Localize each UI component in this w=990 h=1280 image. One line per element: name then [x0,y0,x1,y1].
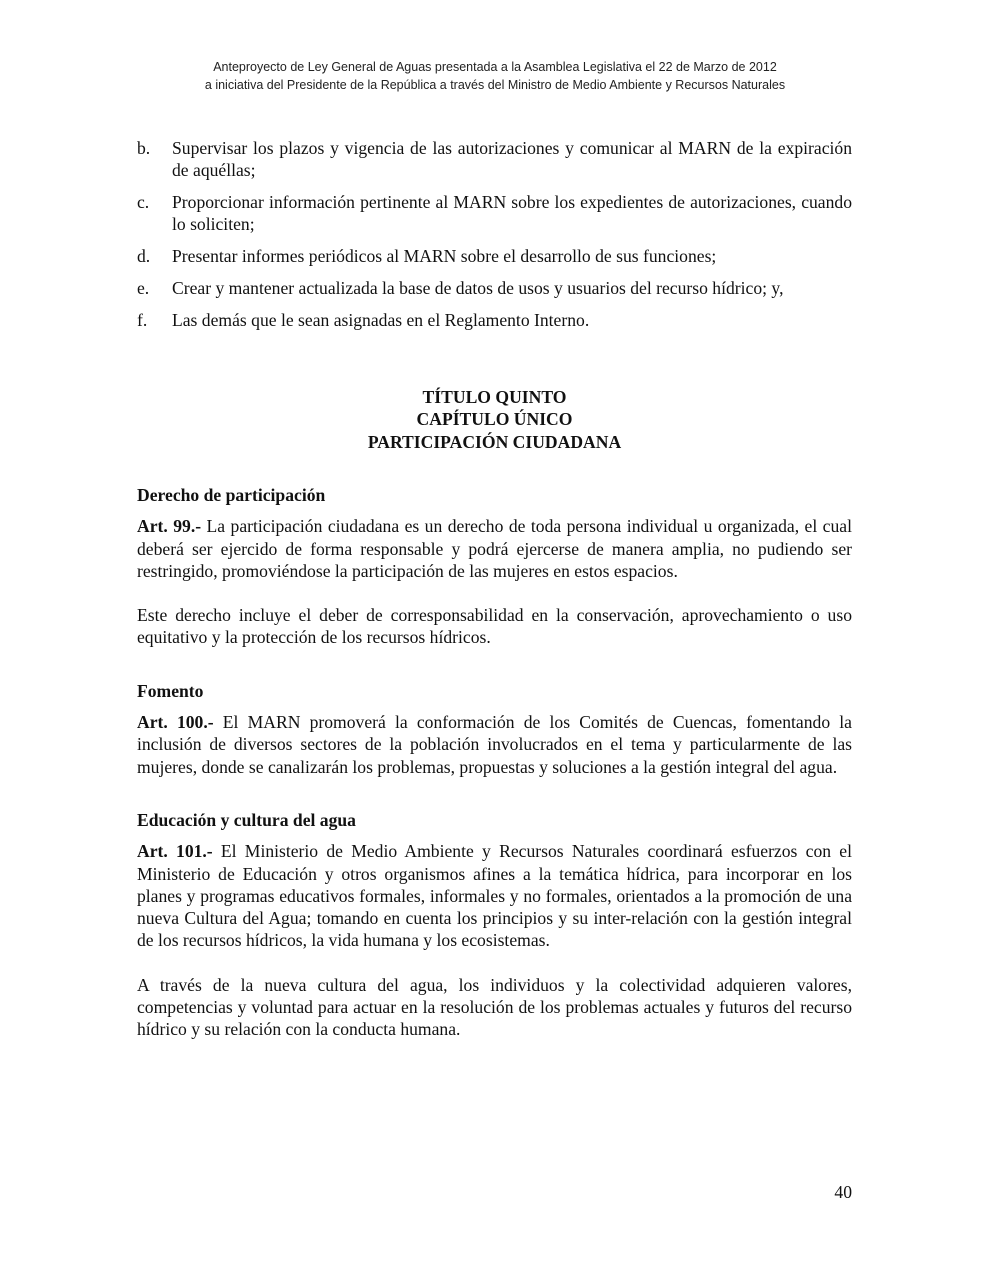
article-paragraph [137,711,852,778]
chapter-line: CAPÍTULO ÚNICO [416,409,573,430]
article-text: La participación ciudadana es un derecho de toda persona individual u organizada, el cual deberá ser ejercido de forma responsable y podrá ejercerse de manera amplia, no pudiendo ser restringido, promoviéndose la participación de las mujeres en estos espacios. [137,516,852,581]
list-letter: d. [137,246,151,267]
list-letter: b. [137,138,151,158]
list-text: Proporcionar información pertinente al MARN sobre los expedientes de autorizaciones, cuando lo soliciten; [172,192,852,235]
subject-line: PARTICIPACIÓN CIUDADANA [367,431,622,452]
list-item [137,277,852,299]
list-item [137,191,852,236]
list-text: Presentar informes periódicos al MARN sobre el desarrollo de sus funciones; [172,246,717,267]
section-participation [137,484,852,649]
article-label: Art. 99.- [137,516,202,537]
section-fomento [137,680,852,778]
article-label: Art. 100.- [137,712,214,733]
section-heading: Fomento [137,680,204,701]
paragraph: A través de la nueva cultura del agua, los individuos y la colectividad adquieren valores, competencias y voluntad para actuar en la resolución de los problemas actuales y futuros del recurso hídrico y su relación con la conducta humana. [137,974,852,1040]
document-body [137,137,852,1041]
title-line: TÍTULO QUINTO [422,387,567,408]
list-item [137,309,852,331]
page-header [0,58,990,94]
article-label: Art. 101.- [137,841,213,862]
list-text: Crear y mantener actualizada la base de datos de usos y usuarios del recurso hídrico; y, [172,277,784,298]
paragraph: Este derecho incluye el deber de corresponsabilidad en la conservación, aprovechamiento o uso equitativo y la protección de los recursos hídricos. [137,605,852,648]
section-heading: Educación y cultura del agua [137,809,356,830]
list-letter: e. [137,277,150,298]
list-item [137,137,852,182]
article-text: El MARN promoverá la conformación de los Comités de Cuencas, fomentando la inclusión de diversos sectores de la población involucrados en el tema y particularmente de las mujeres, donde se canalizarán los problemas, propuestas y soluciones a la gestión integral del agua. [137,712,852,777]
enumerated-list [137,137,852,331]
article-paragraph [137,515,852,582]
list-letter: c. [137,192,150,213]
list-text: Las demás que le sean asignadas en el Reglamento Interno. [172,309,590,330]
section-heading: Derecho de participación [137,484,326,505]
list-item [137,245,852,267]
title-block [137,386,852,453]
article-text: El Ministerio de Medio Ambiente y Recursos Naturales coordinará esfuerzos con el Ministerio de Educación y otros organismos afines a la temática hídrica, para incorporar en los planes y programas educativos formales, informales y no formales, orientados a la promoción de una nueva Cultura del Agua; tomando en cuenta los principios y su inter-relación con la gestión integral de los recursos hídricos, la vida humana y los ecosistemas. [137,841,852,951]
header-line-2: a iniciativa del Presidente de la República a través del Ministro de Medio Ambiente y Recursos Naturales [204,78,786,92]
list-letter: f. [137,309,148,330]
list-text: Supervisar los plazos y vigencia de las autorizaciones y comunicar al MARN de la expiración de aquéllas; [172,138,852,181]
section-education [137,809,852,1041]
header-line-1: Anteproyecto de Ley General de Aguas presentada a la Asamblea Legislativa el 22 de Marzo de 2012 [213,60,777,74]
article-paragraph [137,840,852,951]
page-number: 40 [834,1182,852,1202]
